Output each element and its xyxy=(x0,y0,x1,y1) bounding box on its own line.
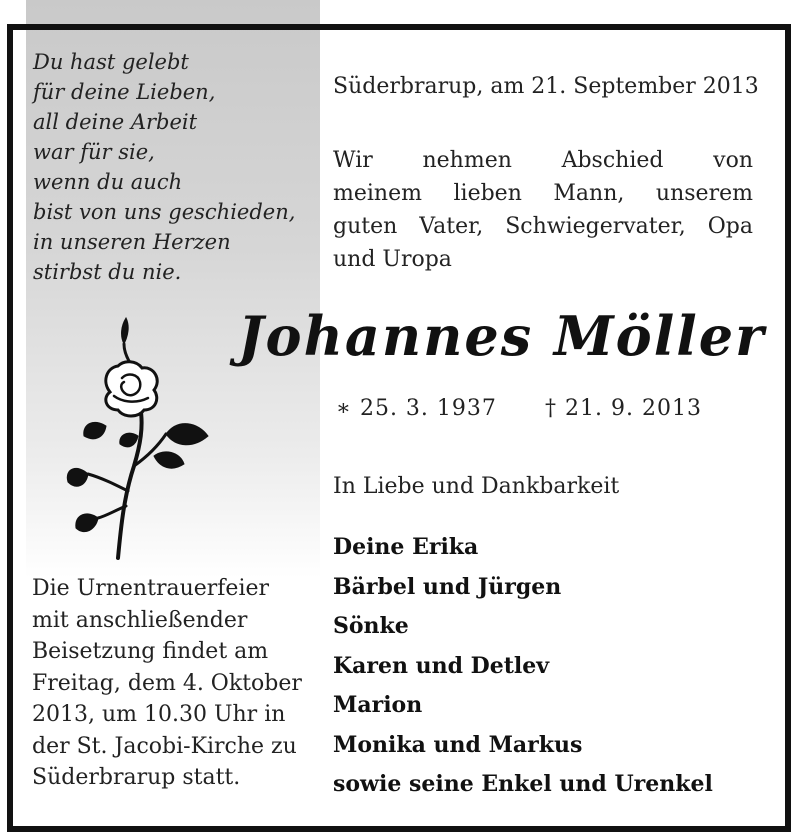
poem-line: war für sie, xyxy=(33,140,155,164)
intro-word: lieben xyxy=(453,181,522,206)
family-member: Karen und Detlev xyxy=(333,652,550,679)
intro-text xyxy=(333,144,753,276)
intro-word: von xyxy=(713,148,753,173)
service-line: der St. Jacobi-Kirche zu xyxy=(32,733,297,759)
service-line: mit anschließender xyxy=(32,607,248,633)
service-info xyxy=(32,573,322,794)
family-member: Sönke xyxy=(333,613,409,639)
death-date: † 21. 9. 2013 xyxy=(545,396,702,421)
intro-word: Wir xyxy=(333,148,373,173)
family-list xyxy=(333,528,773,805)
family-member: Monika und Markus xyxy=(333,731,583,758)
intro-word: Abschied xyxy=(561,148,664,173)
family-member: sowie seine Enkel und Urenkel xyxy=(333,771,713,797)
intro-word: Opa xyxy=(707,214,753,239)
family-member: Deine Erika xyxy=(333,534,479,560)
poem-line: bist von uns geschieden, xyxy=(33,200,296,224)
place-date: Süderbrarup, am 21. September 2013 xyxy=(333,74,759,99)
intro-word: nehmen xyxy=(422,148,512,173)
service-line: Beisetzung findet am xyxy=(32,639,269,664)
poem-line: all deine Arbeit xyxy=(33,110,198,134)
poem-line: stirbst du nie. xyxy=(33,260,182,284)
service-line: Freitag, dem 4. Oktober xyxy=(32,670,302,696)
poem-line: für deine Lieben, xyxy=(33,80,216,104)
intro-line: und Uropa xyxy=(333,247,452,272)
service-line: Süderbrarup statt. xyxy=(32,765,241,790)
deceased-name: Johannes Möller xyxy=(238,304,766,368)
intro-word: Mann, xyxy=(553,181,625,206)
service-line: Die Urnentrauerfeier xyxy=(32,576,270,601)
intro-word: Schwiegervater, xyxy=(505,214,686,239)
intro-word: meinem xyxy=(333,181,422,206)
poem xyxy=(33,47,313,287)
rose-icon xyxy=(66,306,216,561)
intro-word: unserem xyxy=(655,181,753,206)
intro-word: Vater, xyxy=(419,214,484,239)
poem-line: wenn du auch xyxy=(33,170,183,194)
birth-date: ∗ 25. 3. 1937 xyxy=(336,396,497,421)
family-member: Marion xyxy=(333,692,423,718)
thanks-line: In Liebe und Dankbarkeit xyxy=(333,474,620,499)
family-member: Bärbel und Jürgen xyxy=(333,573,562,600)
service-line: 2013, um 10.30 Uhr in xyxy=(32,702,286,727)
poem-line: in unseren Herzen xyxy=(33,230,231,254)
poem-line: Du hast gelebt xyxy=(33,50,189,74)
intro-word: guten xyxy=(333,214,398,239)
